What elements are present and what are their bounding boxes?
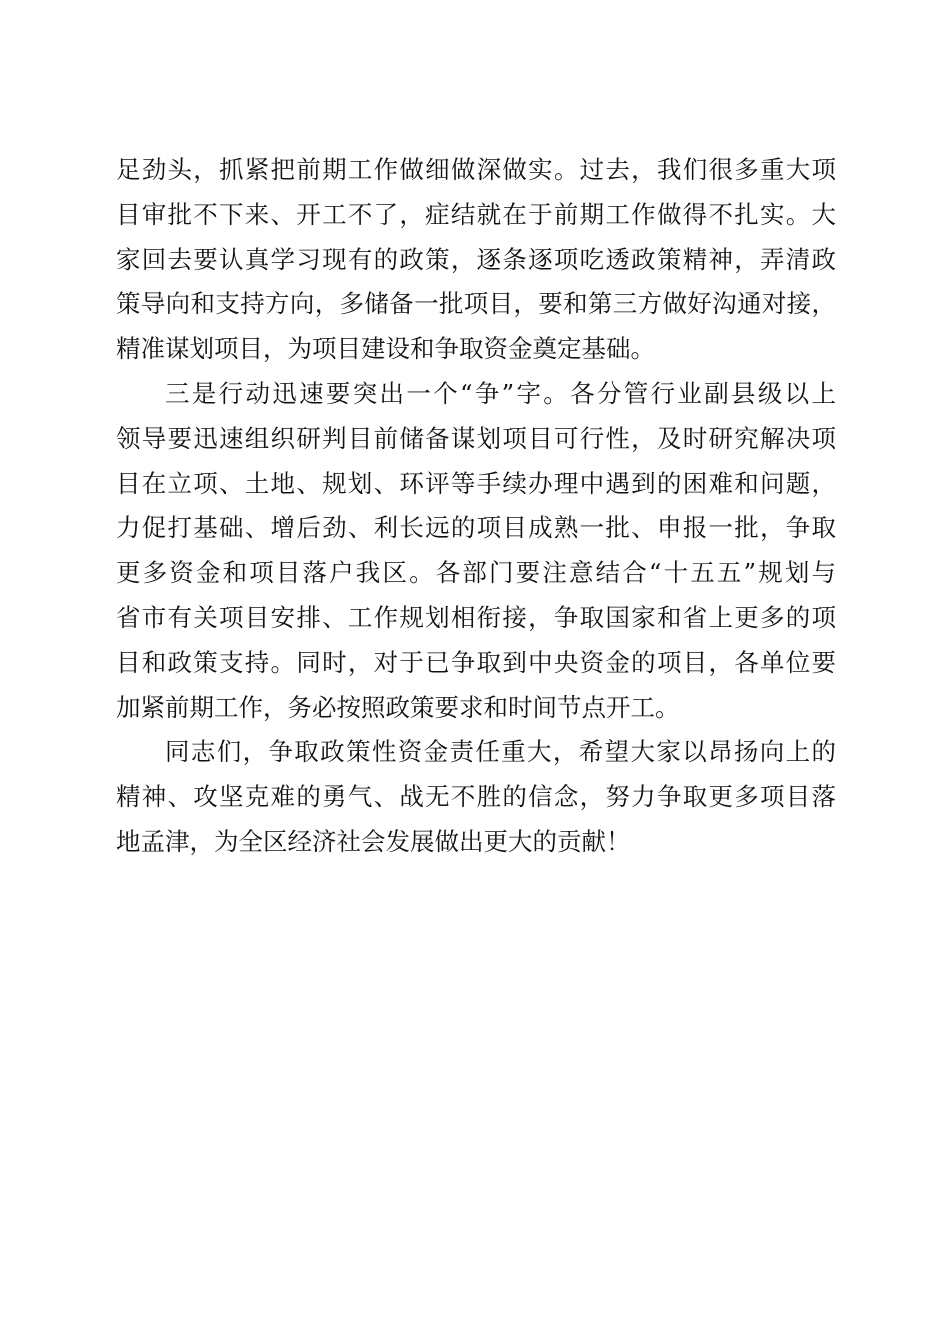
- body-text: [116, 148, 836, 865]
- paragraph-line: 同志们，争取政策性资金责任重大，希望大家以昂扬向上的: [165, 737, 836, 767]
- paragraph-line: 精准谋划项目，为项目建设和争取资金奠定基础。: [116, 334, 655, 364]
- paragraph-line: 地孟津，为全区经济社会发展做出更大的贡献！: [116, 826, 631, 856]
- paragraph-line: 领导要迅速组织研判目前储备谋划项目可行性，及时研究解决项: [116, 423, 836, 453]
- paragraph-1: [116, 148, 836, 372]
- paragraph-line: 家回去要认真学习现有的政策，逐条逐项吃透政策精神，弄清政: [116, 244, 836, 274]
- paragraph-line: 更多资金和项目落户我区。各部门要注意结合“十五五”规划与: [116, 558, 836, 588]
- paragraph-2: [116, 372, 836, 730]
- paragraph-line: 目和政策支持。同时，对于已争取到中央资金的项目，各单位要: [116, 647, 836, 677]
- paragraph-3: [116, 730, 836, 864]
- paragraph-line: 目审批不下来、开工不了，症结就在于前期工作做得不扎实。大: [116, 199, 836, 229]
- paragraph-line: 策导向和支持方向，多储备一批项目，要和第三方做好沟通对接，: [116, 289, 836, 319]
- paragraph-line: 力促打基础、增后劲、利长远的项目成熟一批、申报一批，争取: [116, 513, 836, 543]
- paragraph-line: 省市有关项目安排、工作规划相衔接，争取国家和省上更多的项: [116, 602, 836, 632]
- paragraph-line: 足劲头，抓紧把前期工作做细做深做实。过去，我们很多重大项: [116, 155, 836, 184]
- paragraph-line: 三是行动迅速要突出一个“争”字。各分管行业副县级以上: [165, 378, 836, 408]
- paragraph-line: 精神、攻坚克难的勇气、战无不胜的信念，努力争取更多项目落: [116, 782, 836, 812]
- paragraph-line: 目在立项、土地、规划、环评等手续办理中遇到的困难和问题，: [116, 468, 836, 498]
- paragraph-line: 加紧前期工作，务必按照政策要求和时间节点开工。: [116, 692, 680, 722]
